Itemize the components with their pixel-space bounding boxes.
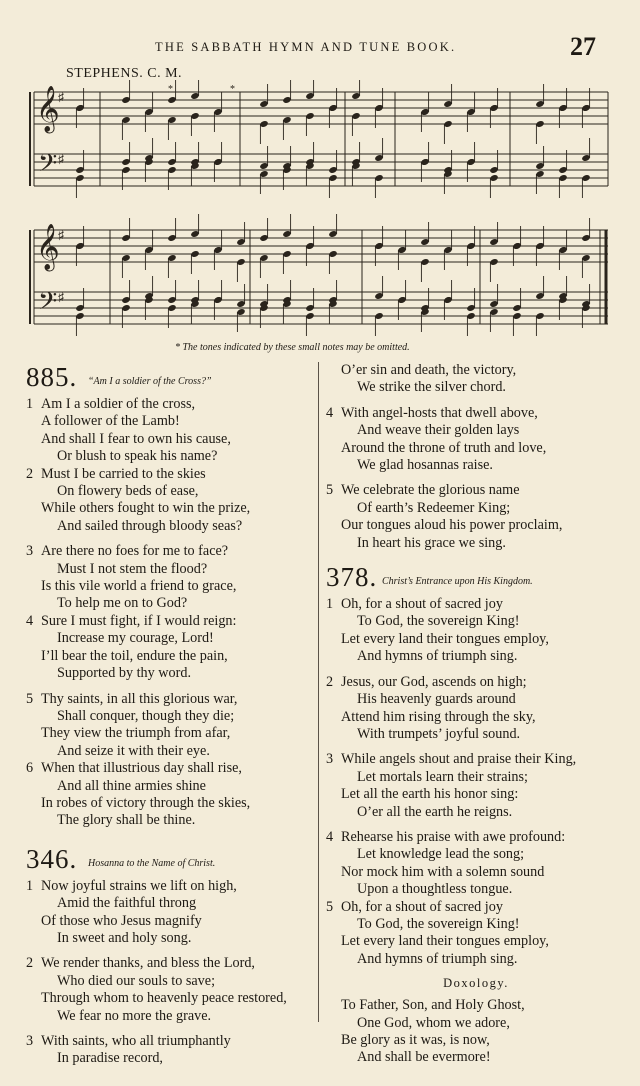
stanza [326, 405, 626, 475]
verse-line: 6 When that illustrious day shall rise, [26, 760, 242, 777]
hymn-header [26, 362, 311, 396]
stanza [26, 1033, 311, 1068]
stanza [326, 899, 626, 969]
verse-line: In heart his grace we sing. [357, 534, 506, 551]
right-column [326, 362, 626, 1067]
music-score [0, 80, 640, 342]
stanza-number: 5 [26, 690, 34, 707]
verse-line: Let all the earth his honor sing: [341, 786, 519, 803]
verse-line: Be glory as it was, is now, [341, 1032, 490, 1048]
treble-clef-icon: 𝄞 [36, 86, 60, 132]
verse-line: Our tongues aloud his power proclaim, [341, 517, 563, 534]
stanza [26, 396, 311, 466]
verse-line: Must I not stem the flood? [57, 560, 208, 577]
verse-line: Who died our souls to save; [57, 972, 216, 989]
sharp-icon: ♯ [58, 228, 64, 242]
bass-clef-icon: 𝄢 [38, 149, 58, 184]
verse-line: And shall be evermore! [357, 1049, 491, 1066]
treble-clef-icon: 𝄞 [36, 224, 60, 270]
verse-line: We glad hosannas raise. [357, 457, 493, 474]
stanza [26, 691, 311, 761]
verse-line: 3 While angels shout and praise their King, [326, 751, 577, 768]
verse-line: To help me on to God? [57, 595, 188, 612]
verse-line: 4 With angel-hosts that dwell above, [326, 404, 538, 421]
stanza-number: 5 [326, 898, 334, 915]
stanza-number: 3 [26, 1033, 34, 1049]
verse-line: 2 Jesus, our God, ascends on high; [326, 673, 527, 690]
verse-line: Or blush to speak his name? [57, 448, 218, 465]
hymn-885 [26, 362, 311, 830]
verse-line: Attend him rising through the sky, [341, 708, 536, 725]
stanza-number: 1 [326, 596, 334, 613]
left-column [26, 362, 311, 1068]
stanza [326, 829, 626, 899]
stanza [326, 482, 626, 552]
verse-line: And weave their golden lays [357, 422, 520, 439]
verse-line: 2 We render thanks, and bless the Lord, [26, 955, 255, 972]
hymn-header [326, 562, 626, 596]
stanza-number: 2 [26, 465, 34, 482]
verse-line: A follower of the Lamb! [41, 413, 180, 430]
verse-line: Increase my courage, Lord! [57, 630, 214, 647]
stanza-number: 2 [26, 955, 34, 972]
verse-line: In robes of victory through the skies, [41, 794, 251, 811]
hymn-number: 885. [26, 362, 78, 392]
verse-line: 2 Must I be carried to the skies [26, 465, 206, 482]
verse-line: And hymns of triumph sing. [357, 950, 518, 967]
doxology [326, 976, 626, 1067]
verse-line: 5 We celebrate the glorious name [326, 482, 520, 499]
running-title: THE SABBATH HYMN AND TUNE BOOK. [155, 40, 457, 54]
verse-line: Upon a thoughtless tongue. [357, 881, 513, 898]
stanza [326, 751, 626, 821]
hymn-title: “Am I a soldier of the Cross?” [88, 376, 212, 387]
column-divider [318, 362, 319, 1022]
verse-line: 1 Oh, for a shout of sacred joy [326, 596, 503, 613]
verse-line: 1 Am I a soldier of the cross, [26, 396, 196, 412]
footnote: * The tones indicated by these small notes may be omitted. [175, 342, 410, 353]
verse-line: 3 With saints, who all triumphantly [26, 1033, 231, 1049]
verse-line: 3 Are there no foes for me to face? [26, 543, 229, 560]
verse-line: Through whom to heavenly peace restored, [41, 990, 287, 1007]
hymn-title: Hosanna to the Name of Christ. [88, 857, 216, 869]
verse-line: And shall I fear to own his cause, [41, 430, 231, 447]
stanza-number: 6 [26, 760, 34, 777]
stanza [326, 596, 626, 666]
verse-line: The glory shall be thine. [57, 812, 196, 829]
stanza [26, 543, 311, 613]
verse-line: Let every land their tongues employ, [341, 933, 549, 950]
stanza-number: 1 [26, 396, 34, 412]
asterisk-icon: * [230, 84, 235, 95]
stanza-number: 2 [326, 673, 334, 690]
sharp-icon: ♯ [58, 152, 64, 166]
page-number: 27 [570, 32, 596, 61]
verse-line: To Father, Son, and Holy Ghost, [341, 997, 525, 1014]
verse-line: Of those who Jesus magnify [41, 912, 202, 929]
verse-line: And seize it with their eye. [57, 742, 210, 759]
verse-line: We strike the silver chord. [357, 379, 506, 396]
verse-line: Supported by thy word. [57, 665, 191, 682]
stanza-number: 3 [326, 751, 334, 768]
stanza [326, 674, 626, 744]
verse-line: O’er sin and death, the victory, [341, 362, 517, 378]
verse-line: And sailed through bloody seas? [57, 517, 243, 534]
verse-line: With trumpets’ joyful sound. [357, 725, 521, 742]
verse-line: One God, whom we adore, [357, 1014, 510, 1031]
hymn-title: Christ’s Entrance upon His Kingdom. [382, 576, 533, 588]
verse-line: In sweet and holy song. [57, 929, 192, 946]
verse-line: While others fought to win the prize, [41, 500, 251, 517]
verse-line: Around the throne of truth and love, [341, 439, 547, 456]
verse-line: 4 Rehearse his praise with awe profound: [326, 828, 566, 845]
hymn-number: 346. [26, 843, 78, 874]
verse-line: Let knowledge lead the song; [357, 846, 525, 863]
stanza [26, 955, 311, 1025]
verse-line: We fear no more the grave. [57, 1007, 212, 1024]
stanza [26, 878, 311, 948]
hymn-header [26, 844, 311, 878]
verse-line: 4 Sure I must fight, if I would reign: [26, 612, 237, 629]
verse-line: And all thine armies shine [57, 777, 206, 794]
verse-line: 5 Thy saints, in all this glorious war, [26, 690, 238, 707]
sharp-icon: ♯ [58, 90, 64, 104]
verse-line: On flowery beds of ease, [57, 483, 199, 500]
verse-line: Amid the faithful throng [57, 895, 197, 912]
stanza-number: 3 [26, 543, 34, 560]
stanza-number: 4 [326, 404, 334, 421]
verse-line: Nor mock him with a solemn sound [341, 863, 545, 880]
hymn-346 [26, 844, 311, 1068]
tune-name: STEPHENS. C. M. [66, 66, 183, 81]
verse-line: 1 Now joyful strains we lift on high, [26, 877, 237, 894]
stanza-number: 1 [26, 877, 34, 894]
stanza [26, 613, 311, 683]
asterisk-icon: * [168, 84, 173, 95]
stanza [26, 466, 311, 536]
hymn-378 [326, 562, 626, 968]
verse-line: They view the triumph from afar, [41, 725, 231, 742]
hymn-number: 378. [326, 562, 378, 593]
verse-line: To God, the sovereign King! [357, 613, 520, 630]
verse-line: His heavenly guards around [357, 691, 516, 708]
page-header [0, 32, 640, 66]
stanza [26, 760, 311, 830]
doxology-heading: Doxology. [443, 976, 509, 991]
hymn-346-continued [326, 362, 626, 552]
stanza-number: 4 [26, 612, 34, 629]
verse-line: I’ll bear the toil, endure the pain, [41, 647, 228, 664]
verse-line: Let every land their tongues employ, [341, 630, 549, 647]
verse-line: O’er all the earth he reigns. [357, 803, 513, 820]
bass-clef-icon: 𝄢 [38, 287, 58, 322]
verse-line: 5 Oh, for a shout of sacred joy [326, 898, 503, 915]
verse-line: To God, the sovereign King! [357, 915, 520, 932]
verse-line: Is this vile world a friend to grace, [41, 578, 237, 595]
verse-line: Shall conquer, though they die; [57, 707, 235, 724]
verse-line: Let mortals learn their strains; [357, 768, 528, 785]
verse-line: Of earth’s Redeemer King; [357, 499, 511, 516]
verse-line: And hymns of triumph sing. [357, 648, 518, 665]
verse-line: In paradise record, [57, 1050, 163, 1067]
stanza-number: 5 [326, 482, 334, 499]
sharp-icon: ♯ [58, 290, 64, 304]
stanza-number: 4 [326, 828, 334, 845]
